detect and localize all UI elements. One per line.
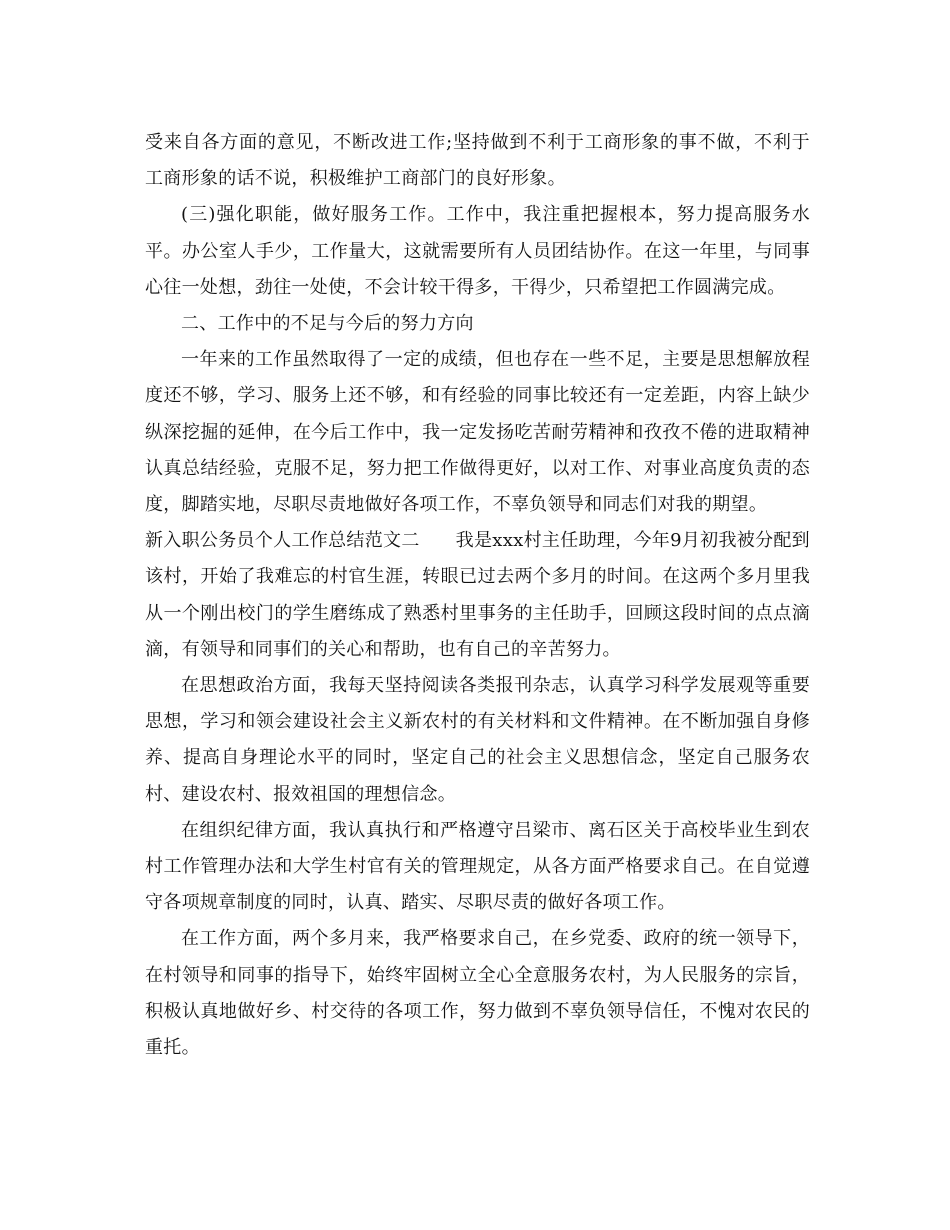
paragraph-2: (三)强化职能，做好服务工作。工作中，我注重把握根本，努力提高服务水平。办公室人手少，工作量大，这就需要所有人员团结协作。在这一年里，与同事心往一处想，劲往一处使，不会计较干得多，干得少，只希望把工作圆满完成。 xyxy=(145,204,810,298)
section-intro: 我是xxx村主任助理，今年9月初我被分配到该村，开始了我难忘的村官生涯，转眼已过去两个多月的时间。在这两个多月里我从一个刚出校门的学生磨练成了熟悉村里事务的主任助手，回顾这段时间的点点滴滴，有领导和同事们的关心和帮助，也有自己的辛苦努力。 xyxy=(145,530,810,660)
section-heading-2: 二、工作中的不足与今后的努力方向 xyxy=(181,313,474,335)
paragraph-8: 在工作方面，两个多月来，我严格要求自己，在乡党委、政府的统一领导下，在村领导和同事的指导下，始终牢固树立全心全意服务农村，为人民服务的宗旨，积极认真地做好乡、村交待的各项工作，努力做到不辜负领导信任，不愧对农民的重托。 xyxy=(145,928,810,1059)
section-title: 新入职公务员个人工作总结范文二 xyxy=(145,530,420,552)
paragraph-1: 受来自各方面的意见，不断改进工作;坚持做到不利于工商形象的事不做，不利于工商形象的话不说，积极维护工商部门的良好形象。 xyxy=(145,132,810,190)
section-title-paragraph xyxy=(145,523,810,668)
paragraph-4: 一年来的工作虽然取得了一定的成绩，但也存在一些不足，主要是思想解放程度还不够，学习、服务上还不够，和有经验的同事比较还有一定差距，内容上缺少纵深挖掘的延伸，在今后工作中，我一定发扬吃苦耐劳精神和孜孜不倦的进取精神认真总结经验，克服不足，努力把工作做得更好，以对工作、对事业高度负责的态度，脚踏实地，尽职尽责地做好各项工作，不辜负领导和同志们对我的期望。 xyxy=(145,349,810,516)
paragraph-6: 在思想政治方面，我每天坚持阅读各类报刊杂志，认真学习科学发展观等重要思想，学习和领会建设社会主义新农村的有关材料和文件精神。在不断加强自身修养、提高自身理论水平的同时，坚定自己的社会主义思想信念，坚定自己服务农村、建设农村、报效祖国的理想信念。 xyxy=(145,675,810,805)
document-body xyxy=(145,125,810,1066)
paragraph-7: 在组织纪律方面，我认真执行和严格遵守吕梁市、离石区关于高校毕业生到农村工作管理办法和大学生村官有关的管理规定，从各方面严格要求自己。在自觉遵守各项规章制度的同时，认真、踏实、尽职尽责的做好各项工作。 xyxy=(145,819,810,914)
